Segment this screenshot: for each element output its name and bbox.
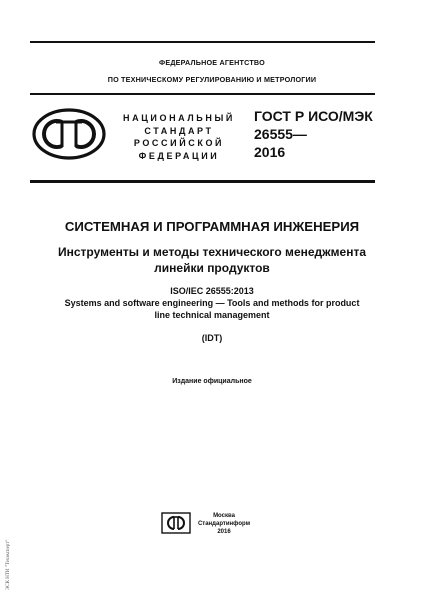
- publisher-block: [196, 512, 252, 536]
- document-title: СИСТЕМНАЯ И ПРОГРАММНАЯ ИНЖЕНЕРИЯ: [64, 219, 360, 234]
- publisher-year: 2016: [217, 529, 231, 535]
- edition-label: Издание официальное: [172, 378, 252, 385]
- standard-rule: [30, 180, 375, 183]
- rst-logo-icon: [32, 108, 106, 160]
- publisher-name: Стандартинформ: [197, 521, 251, 527]
- standard-type-line-4: ФЕДЕРАЦИИ: [138, 150, 220, 161]
- standard-type: [118, 112, 240, 162]
- publisher-logo-icon: [161, 512, 191, 534]
- standard-code: [254, 107, 373, 161]
- document-subtitle-line-1: Инструменты и методы технического менеджмента: [57, 245, 367, 259]
- top-rule: [30, 41, 375, 43]
- side-watermark: ЭСК НТИ "Техэксперт": [6, 539, 11, 590]
- english-title-line-1: Systems and software engineering — Tools and methods for product: [64, 298, 360, 308]
- header-rule: [30, 93, 375, 95]
- standard-code-line-1: ГОСТ Р ИСО/МЭК: [254, 108, 373, 124]
- agency-line-1: ФЕДЕРАЛЬНОЕ АГЕНТСТВО: [159, 58, 265, 67]
- standard-code-line-2: 26555—: [254, 126, 307, 142]
- agency-line-2: ПО ТЕХНИЧЕСКОМУ РЕГУЛИРОВАНИЮ И МЕТРОЛОГИИ: [107, 75, 317, 84]
- standard-code-line-3: 2016: [254, 144, 286, 160]
- standard-type-line-2: СТАНДАРТ: [144, 125, 214, 136]
- document-subtitle-line-2: линейки продуктов: [154, 261, 270, 275]
- publisher-city: Москва: [213, 513, 235, 519]
- iso-reference: ISO/IEC 26555:2013: [170, 286, 254, 296]
- standard-type-line-3: РОССИЙСКОЙ: [133, 138, 225, 148]
- english-title-line-2: line technical management: [154, 310, 270, 320]
- standard-type-line-1: НАЦИОНАЛЬНЫЙ: [123, 113, 235, 123]
- idt-marker: (IDT): [201, 333, 223, 343]
